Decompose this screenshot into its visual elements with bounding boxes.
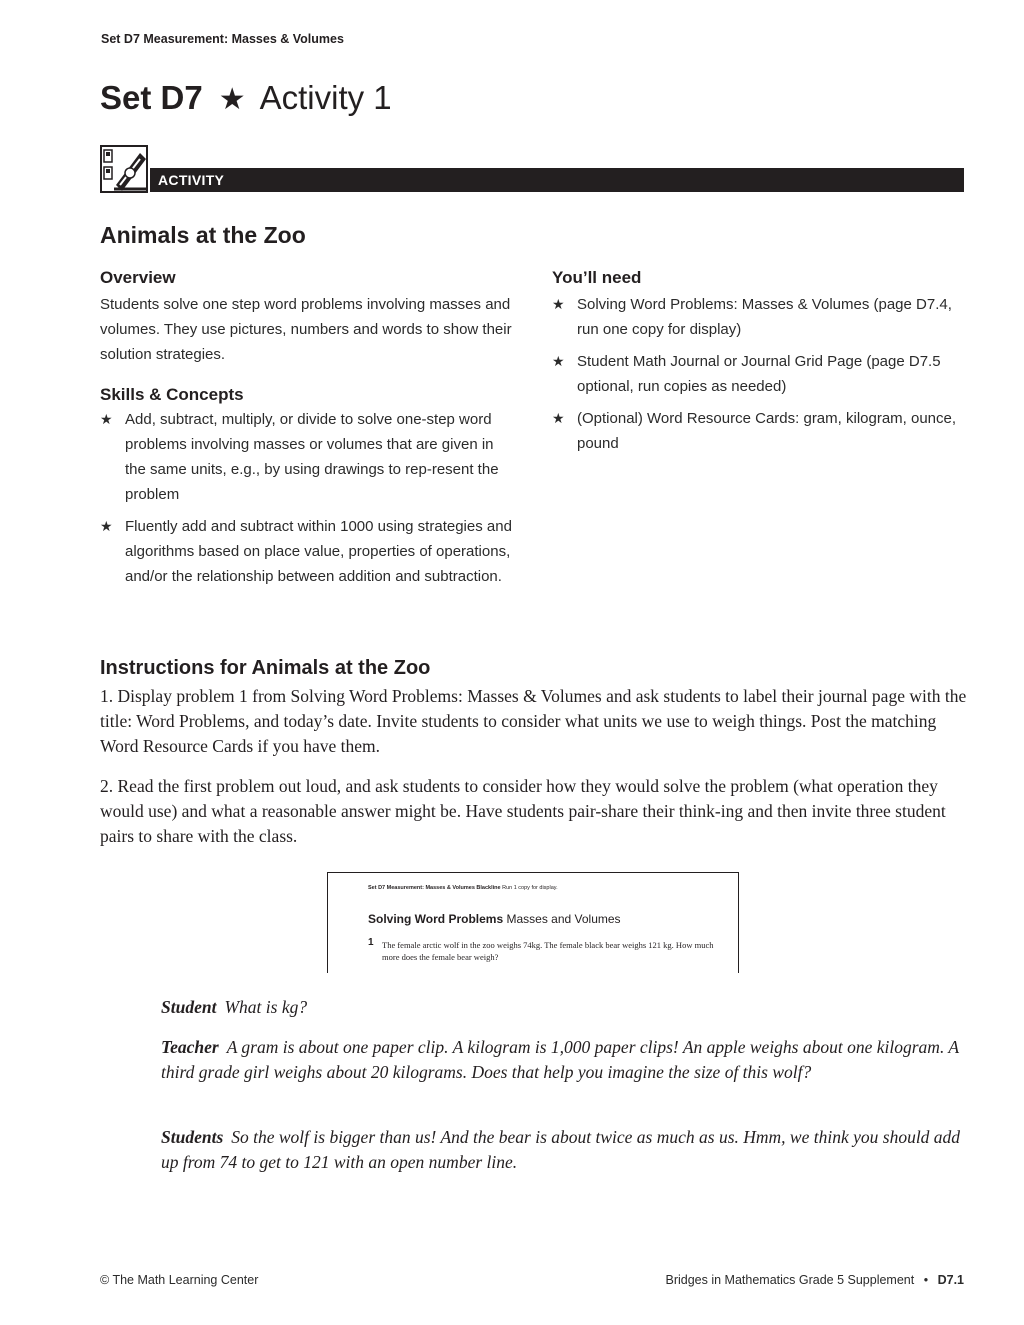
needs-section xyxy=(552,268,972,463)
star-bullet-icon: ★ xyxy=(100,518,113,534)
running-head: Set D7 Measurement: Masses & Volumes xyxy=(101,32,344,46)
star-bullet-icon: ★ xyxy=(100,411,113,427)
dialogue-speaker: Teacher xyxy=(161,1037,219,1057)
skills-list-item: ★ Add, subtract, multiply, or divide to solve one-step word problems involving masses or volumes that are given in the same units, e.g., by using drawings to rep-resent the problem xyxy=(100,407,515,507)
footer-page-info xyxy=(665,1273,964,1287)
star-bullet-icon: ★ xyxy=(552,410,565,426)
activity-icon xyxy=(100,145,148,193)
overview-heading: Overview xyxy=(100,268,176,287)
instructions-heading: Instructions for Animals at the Zoo xyxy=(100,657,431,679)
page-title-activity: Activity 1 xyxy=(259,79,392,116)
star-icon: ★ xyxy=(218,83,246,116)
needs-list xyxy=(552,292,962,456)
footer-bullet: • xyxy=(923,1273,929,1287)
footer-copyright: © The Math Learning Center xyxy=(100,1273,259,1287)
skills-list xyxy=(100,407,515,589)
dialogue-line xyxy=(161,1125,961,1175)
activity-banner xyxy=(150,168,964,192)
instruction-step-2: 2. Read the first problem out loud, and ask students to consider how they would solve the problem (what operation they would use) and what a reasonable answer might be. Have students pair-share their think-ing and then invite three student pairs to share with the class. xyxy=(100,776,946,846)
dialogue-line xyxy=(161,995,961,1020)
dialogue-text: What is kg? xyxy=(224,997,308,1017)
activity-banner-label: ACTIVITY xyxy=(158,172,225,188)
needs-list-item: ★ Solving Word Problems: Masses & Volumes (page D7.4, run one copy for display) xyxy=(552,292,962,342)
needs-list-item: ★ (Optional) Word Resource Cards: gram, kilogram, ounce, pound xyxy=(552,406,962,456)
skills-section xyxy=(100,385,520,596)
preview-problem-number: 1 xyxy=(368,937,374,948)
worksheet-preview xyxy=(327,872,739,973)
needs-list-item: ★ Student Math Journal or Journal Grid Page (page D7.5 optional, run copies as needed) xyxy=(552,349,962,399)
overview-text: Students solve one step word problems involving masses and volumes. They use pictures, numbers and words to show their solution strategies. xyxy=(100,296,512,363)
preview-running-head: Set D7 Measurement: Masses & Volumes Blackline Run 1 copy for display. xyxy=(368,885,558,891)
page-title-set: Set D7 xyxy=(100,79,203,116)
star-bullet-icon: ★ xyxy=(552,296,565,312)
dialogue-text: So the wolf is bigger than us! And the bear is about twice as much as us. Hmm, we think you should add up from 74 to get to 121 with an open number line. xyxy=(161,1127,961,1172)
skills-heading: Skills & Concepts xyxy=(100,385,244,404)
skills-list-item: ★ Fluently add and subtract within 1000 using strategies and algorithms based on place value, properties of operations, and/or the relationship between addition and subtraction. xyxy=(100,514,515,589)
star-bullet-icon: ★ xyxy=(552,353,565,369)
page-title xyxy=(100,76,392,122)
dialogue-speaker: Student xyxy=(161,997,217,1017)
preview-problem-text: The female arctic wolf in the zoo weighs 74kg. The female black bear weighs 121 kg. How much more does the female bear weigh? xyxy=(382,940,714,962)
activity-title: Animals at the Zoo xyxy=(100,222,306,248)
needs-heading: You’ll need xyxy=(552,268,642,287)
preview-title: Solving Word Problems Masses and Volumes xyxy=(368,912,621,926)
instruction-step-1: 1. Display problem 1 from Solving Word Problems: Masses & Volumes and ask students to label their journal page with the title: Word Problems, and today’s date. Invite students to consider what units we use to weigh things. Post the matching Word Resource Cards if you have them. xyxy=(100,686,967,756)
footer-page-number: D7.1 xyxy=(937,1273,964,1287)
footer-book-title: Bridges in Mathematics Grade 5 Supplement xyxy=(665,1273,915,1287)
dialogue-text: A gram is about one paper clip. A kilogram is 1,000 paper clips! An apple weighs about one kilogram. A third grade girl weighs about 20 kilograms. Does that help you imagine the size of this wolf? xyxy=(161,1037,959,1082)
overview-section xyxy=(100,268,520,367)
dialogue-speaker: Students xyxy=(161,1127,224,1147)
dialogue-line xyxy=(161,1035,961,1085)
